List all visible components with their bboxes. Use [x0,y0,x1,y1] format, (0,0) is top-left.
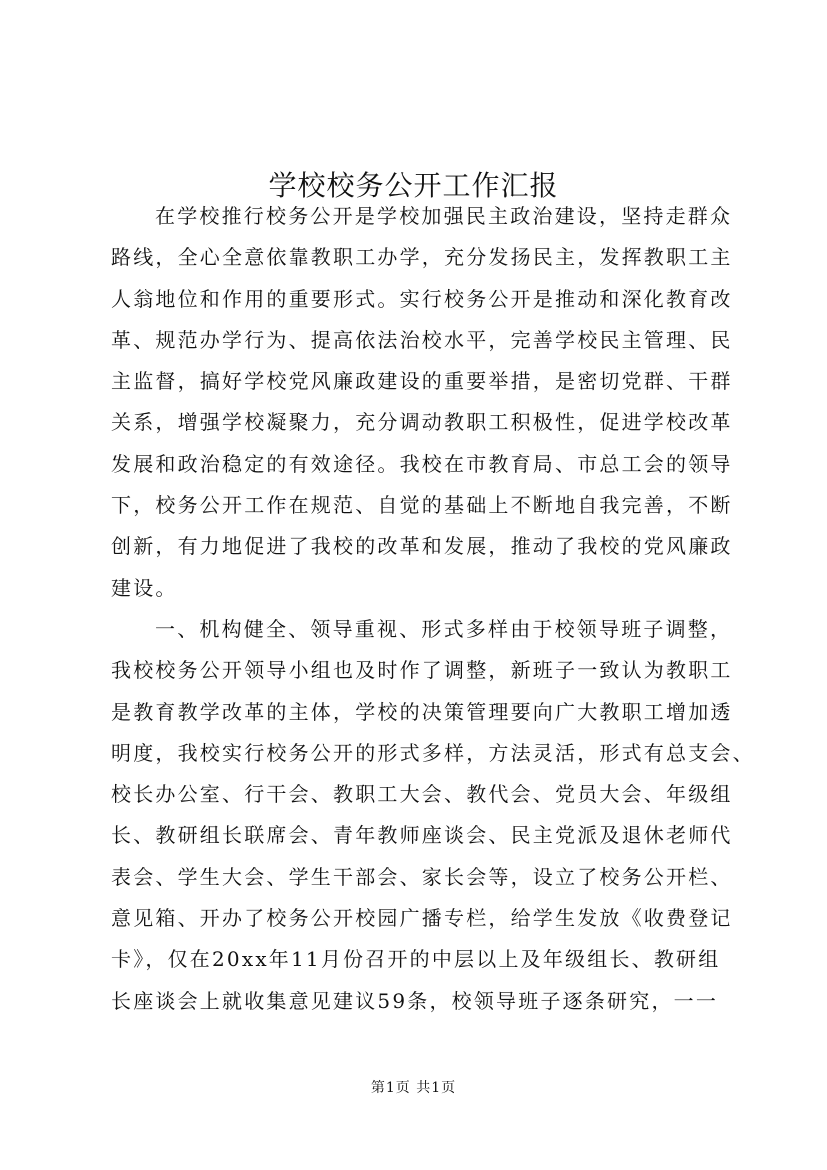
text-line: 下，校务公开工作在规范、自觉的基础上不断地自我完善，不断 [111,493,733,518]
text-line: 创新，有力地促进了我校的改革和发展，推动了我校的党风廉政 [111,534,733,559]
text-line: 人翁地位和作用的重要形式。实行校务公开是推动和深化教育改 [111,286,733,311]
text-line: 明度，我校实行校务公开的形式多样，方法灵活，形式有总支会、 [111,740,755,765]
text-line: 是教育教学改革的主体，学校的决策管理要向广大教职工增加透 [111,699,733,724]
text-line: 校长办公室、行干会、教职工大会、教代会、党员大会、年级组 [111,782,733,807]
text-line: 我校校务公开领导小组也及时作了调整，新班子一致认为教职工 [111,658,733,683]
text-line: 关系，增强学校凝聚力，充分调动教职工积极性，促进学校改革 [111,410,733,435]
text-line: 革、规范办学行为、提高依法治校水平，完善学校民主管理、民 [111,327,733,352]
document-body [111,196,755,1022]
text-line: 路线，全心全意依靠教职工办学，充分发扬民主，发挥教职工主 [111,245,733,270]
paragraph-2 [111,609,755,1022]
text-line: 表会、学生大会、学生干部会、家长会等，设立了校务公开栏、 [111,864,733,889]
text-line: 在学校推行校务公开是学校加强民主政治建设，坚持走群众 [155,204,733,228]
text-line: 长、教研组长联席会、青年教师座谈会、民主党派及退休老师代 [111,823,733,848]
text-line: 主监督，搞好学校党风廉政建设的重要举措，是密切党群、干群 [111,369,733,394]
text-line: 长座谈会上就收集意见建议59条，校领导班子逐条研究，一一 [111,988,719,1013]
page-footer: 第1页 共1页 [370,1080,457,1096]
text-line: 一、机构健全、领导重视、形式多样由于校领导班子调整， [155,616,733,641]
text-line: 意见箱、开办了校务公开校园广播专栏，给学生发放《收费登记 [111,906,733,931]
text-line: 建设。 [111,575,178,600]
paragraph-1 [111,196,733,609]
page-title: 学校校务公开工作汇报 [268,168,559,202]
text-line: 发展和政治稳定的有效途径。我校在市教育局、市总工会的领导 [111,451,733,476]
text-line: 卡》，仅在20xx年11月份召开的中层以上及年级组长、教研组 [111,947,721,972]
